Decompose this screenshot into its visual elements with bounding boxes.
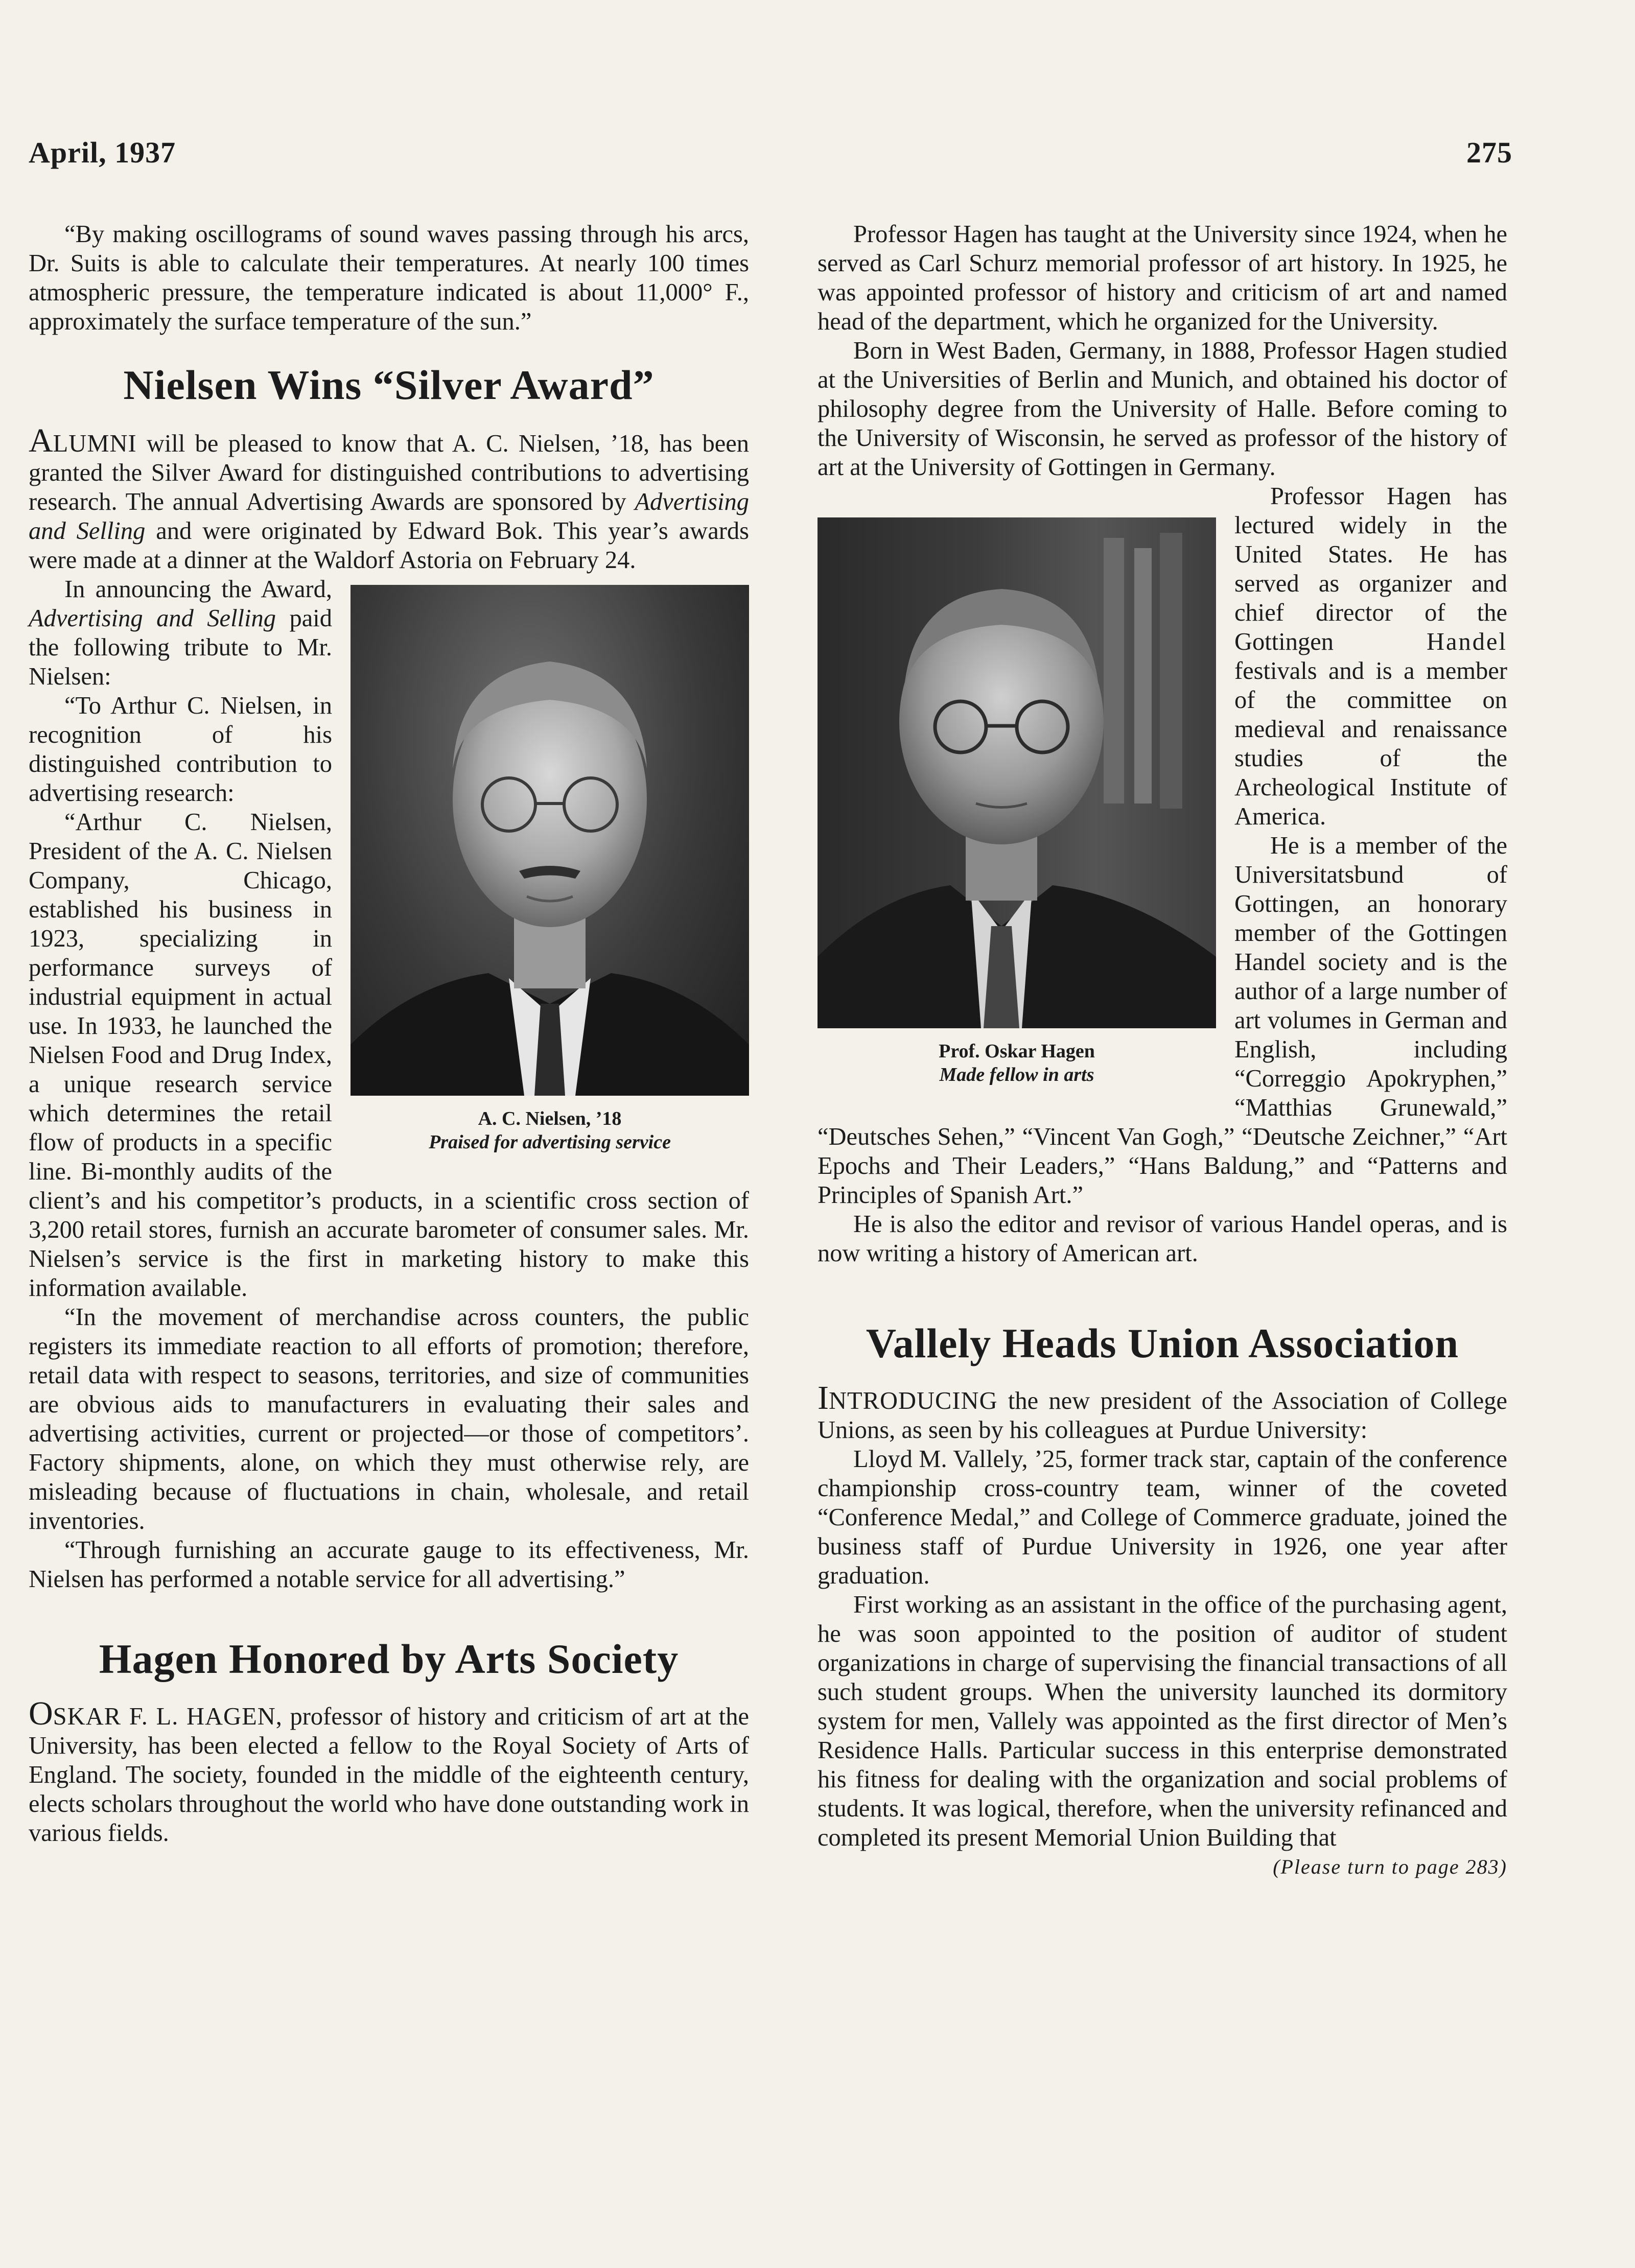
nielsen-p1-text-a: will be pleased to know that A. C. Nielsen, ’18, has been granted the Silver Award for distinguished contributions to advertising research. The annual Advertising Awards are sponsored by (29, 430, 749, 515)
vallely-paragraph-3 (818, 1590, 1507, 1878)
vallely-paragraph-1 (818, 1379, 1507, 1445)
vallely-p3-text: First working as an assistant in the office of the purchasing agent, he was soon appointed to the position of auditor of student organizations in charge of supervising the financial transactions of all such student groups. When the university launched its dormitory system for men, Vallely was appointed as the first director of Men’s Residence Halls. Particular success in this enterprise demonstrated his fitness for dealing with the organization and social problems of students. It was logical, therefore, when the university refinanced and completed its present Memorial Union Building that (818, 1591, 1507, 1851)
nielsen-p1-italic: Advertising and Selling (29, 488, 749, 545)
hagen-figure (818, 517, 1216, 1086)
nielsen-paragraph-3: “To Arthur C. Nielsen, in recognition of his distinguished contribution to advertising research: (29, 692, 332, 807)
vallely-lead-caps: NTRODUCING (828, 1387, 998, 1414)
hagen-paragraph-3: Born in West Baden, Germany, in 1888, Professor Hagen studied at the Universities of Berlin and Munich, and obtained his doctor of philosophy degree from the University of Halle. Before coming to the University of Wisconsin, he served as professor of the history of art at the University of Gottingen in Germany. (818, 337, 1507, 481)
nielsen-p2-italic: Advertising and Selling (29, 605, 276, 632)
hagen-p1-text: professor of history and criticism of art at the University, has been elected a fellow to the Royal Society of Arts of England. The society, founded in the middle of the eighteenth century, elects scholars throughout the world who have done outstanding work in various fields. (29, 1703, 749, 1847)
continued-note: (Please turn to page 283) (1273, 1855, 1507, 1878)
nielsen-lead-initial: A (29, 422, 53, 459)
hagen-caption (818, 1040, 1216, 1086)
nielsen-paragraph-6: “Through furnishing an accurate gauge to its effectiveness, Mr. Nielsen has performed a notable service for all advertising.” (29, 1537, 749, 1593)
nielsen-p2-text-a: In announcing the Award, (64, 576, 332, 603)
issue-date: April, 1937 (29, 136, 176, 169)
nielsen-paragraph-4: “Arthur C. Nielsen, President of the A. C. Nielsen Company, Chicago, established his business in 1923, specializing in performance surveys of industrial equipment in actual use. In 1933, he launched the Nielsen Food and Drug Index, a unique research service which determines the retail flow of products in a specific line. Bi-monthly audits of the client’s and his competitor’s products, in a scientific cross section of 3,200 retail stores, furnish an accurate barometer of consumer sales. Mr. Nielsen’s service is the first in marketing history to make this information available. (29, 809, 749, 1302)
hagen-p4-text-b: festivals and is a member of the committee on medieval and renaissance studies of the Archeological Institute of America. (1234, 657, 1507, 830)
vallely-p1-text: the new president of the Association of College Unions, as seen by his colleagues at Purdue University: (818, 1387, 1507, 1444)
nielsen-lead-caps: LUMNI (53, 430, 137, 457)
hagen-paragraph-5: He is a member of the Universitatsbund of Gottingen, an honorary member of the Gottingen Handel society and is the author of a large number of art volumes in German and English, including “Correggio Apokryphen,” “Matthias Grunewald,” “Deutsches Sehen,” “Vincent Van Gogh,” “Deutsche Zeichner,” “Art Epochs and Their Leaders,” “Hans Baldung,” and “Patterns and Principles of Spanish Art.” (818, 832, 1507, 1209)
vallely-lead-initial: I (818, 1379, 829, 1416)
nielsen-paragraph-1 (29, 422, 749, 575)
page-number: 275 (1466, 136, 1512, 169)
hagen-caption-sub: Made fellow in arts (939, 1064, 1094, 1085)
nielsen-caption-name: A. C. Nielsen, ’18 (478, 1108, 622, 1129)
hagen-headline: Hagen Honored by Arts Society (99, 1636, 679, 1682)
vallely-paragraph-2: Lloyd M. Vallely, ’25, former track star, captain of the conference championship cross-country team, winner of the coveted “Conference Medal,” and College of Commerce graduate, joined the business staff of Purdue University in 1926, one year after graduation. (818, 1446, 1507, 1589)
nielsen-portrait (351, 585, 749, 1096)
nielsen-caption (351, 1107, 749, 1154)
nielsen-figure (351, 585, 749, 1154)
hagen-paragraph-1 (29, 1695, 749, 1848)
nielsen-p2-text-b: paid the following tribute to Mr. Nielsen: (29, 605, 332, 690)
nielsen-headline: Nielsen Wins “Silver Award” (123, 362, 655, 408)
vallely-headline: Vallely Heads Union Association (866, 1320, 1459, 1366)
hagen-lead-initial: O (29, 1695, 53, 1732)
nielsen-paragraph-5: “In the movement of merchandise across counters, the public registers its immediate reaction to all efforts of promotion; therefore, retail data with respect to seasons, territories, and size of communities are obvious aids to manufacturers in evaluating their sales and advertising activities, current or projected—or those of competitors’. Factory shipments, alone, on which they must otherwise rely, are misleading because of fluctuations in chain, wholesale, and retail inventories. (29, 1304, 749, 1534)
hagen-p4-spaced: Handel (1426, 628, 1507, 655)
left-column (29, 220, 749, 1848)
nielsen-portrait-drawing (351, 585, 749, 1096)
hagen-paragraph-6: He is also the editor and revisor of various Handel operas, and is now writing a history of American art. (818, 1211, 1507, 1267)
hagen-portrait-drawing (818, 517, 1216, 1028)
hagen-paragraph-2: Professor Hagen has taught at the University since 1924, when he served as Carl Schurz memorial professor of art history. In 1925, he was appointed professor of history and criticism of art and named head of the department, which he organized for the University. (818, 221, 1507, 335)
hagen-p4-text-a: Professor Hagen has lectured widely in the United States. He has served as organizer and chief director of the Gottingen (1234, 483, 1507, 655)
suits-paragraph: “By making oscillograms of sound waves passing through his arcs, Dr. Suits is able to calculate their temperatures. At nearly 100 times atmospheric pressure, the temperature indicated is about 11,000° F., approximately the surface temperature of the sun.” (29, 221, 749, 335)
right-column (818, 220, 1507, 1881)
hagen-portrait (818, 517, 1216, 1028)
hagen-lead-caps: SKAR F. L. HAGEN, (53, 1703, 283, 1730)
nielsen-caption-sub: Praised for advertising service (429, 1131, 671, 1153)
nielsen-p1-text-b: and were originated by Edward Bok. This year’s awards were made at a dinner at the Waldorf Astoria on February 24. (29, 517, 749, 574)
hagen-caption-name: Prof. Oskar Hagen (939, 1041, 1095, 1062)
